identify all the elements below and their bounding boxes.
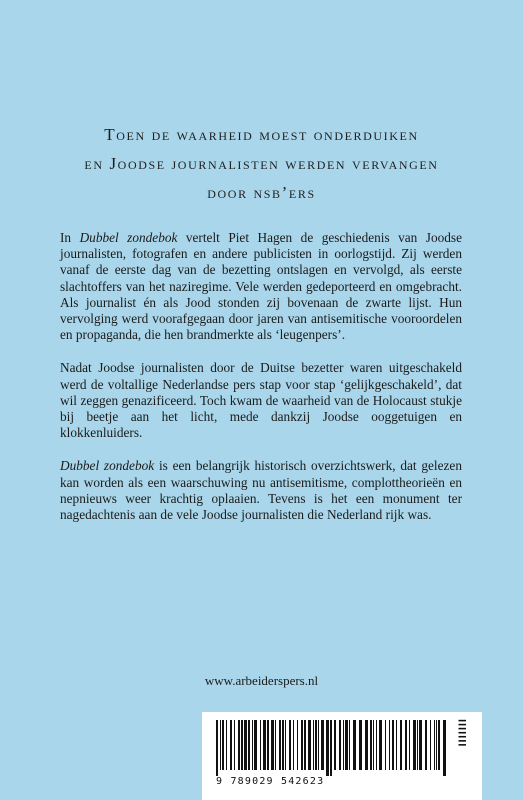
heading-line-2: en Joodse journalisten werden vervangen <box>84 154 439 173</box>
book-title-italic: Dubbel zondebok <box>79 230 178 245</box>
blurb-paragraph-1 <box>60 230 462 343</box>
heading-line-3: door nsb’ers <box>207 183 316 202</box>
barcode-icon <box>212 720 452 776</box>
blurb-text <box>60 230 462 540</box>
blurb-paragraph-3 <box>60 458 462 523</box>
paragraph-1-rest: vertelt Piet Hagen de geschiedenis van Joodse journalisten, fotografen en andere publicisten in oorlogstijd. Zij werden vanaf de eerste dag van de bezetting ontslagen en vervolgd, als eerste slachtoffers van het naziregime. Vele werden gedeporteerd en omgebracht. Als journalist én als Jood stonden zij bovenaan de zwarte lijst. Hun vervolging werd voorafgegaan door jaren van antisemitische vooroordelen en propaganda, die hen brandmerkte als ‘leugenpers’. <box>60 230 462 343</box>
book-title-italic: Dubbel zondebok <box>60 458 155 474</box>
barcode-panel <box>202 712 482 800</box>
heading-line-1: Toen de waarheid moest onderduiken <box>104 125 419 144</box>
blurb-paragraph-2: Nadat Joodse journalisten door de Duitse bezetter waren uitgeschakeld werd de voltallige Nederlandse pers stap voor stap ‘gelijkgeschakeld’, dat wil zeggen genazificeerd. Toch kwam de waarheid van de Holocaust stukje bij beetje aan het licht, mede dankzij Joodse ooggetuigen en klokkenluiders. <box>60 360 462 441</box>
paragraph-1-intro: In <box>60 230 80 245</box>
publisher-website: www.arbeiderspers.nl <box>204 673 319 688</box>
paragraph-3-rest: is een belangrijk historisch overzichtswerk, dat gelezen kan worden als een waarschuwing nu antisemitisme, complottheorieën en nepnieuws weer krachtig oplaaien. Tevens is het een monument ter nagedachtenis aan de vele Joodse journalisten die Nederland rijk was. <box>60 458 462 523</box>
isbn-digits: 9 789029 542623 <box>216 776 325 787</box>
back-cover-heading <box>40 120 483 207</box>
vertical-logo: IIIIIII <box>457 718 469 747</box>
